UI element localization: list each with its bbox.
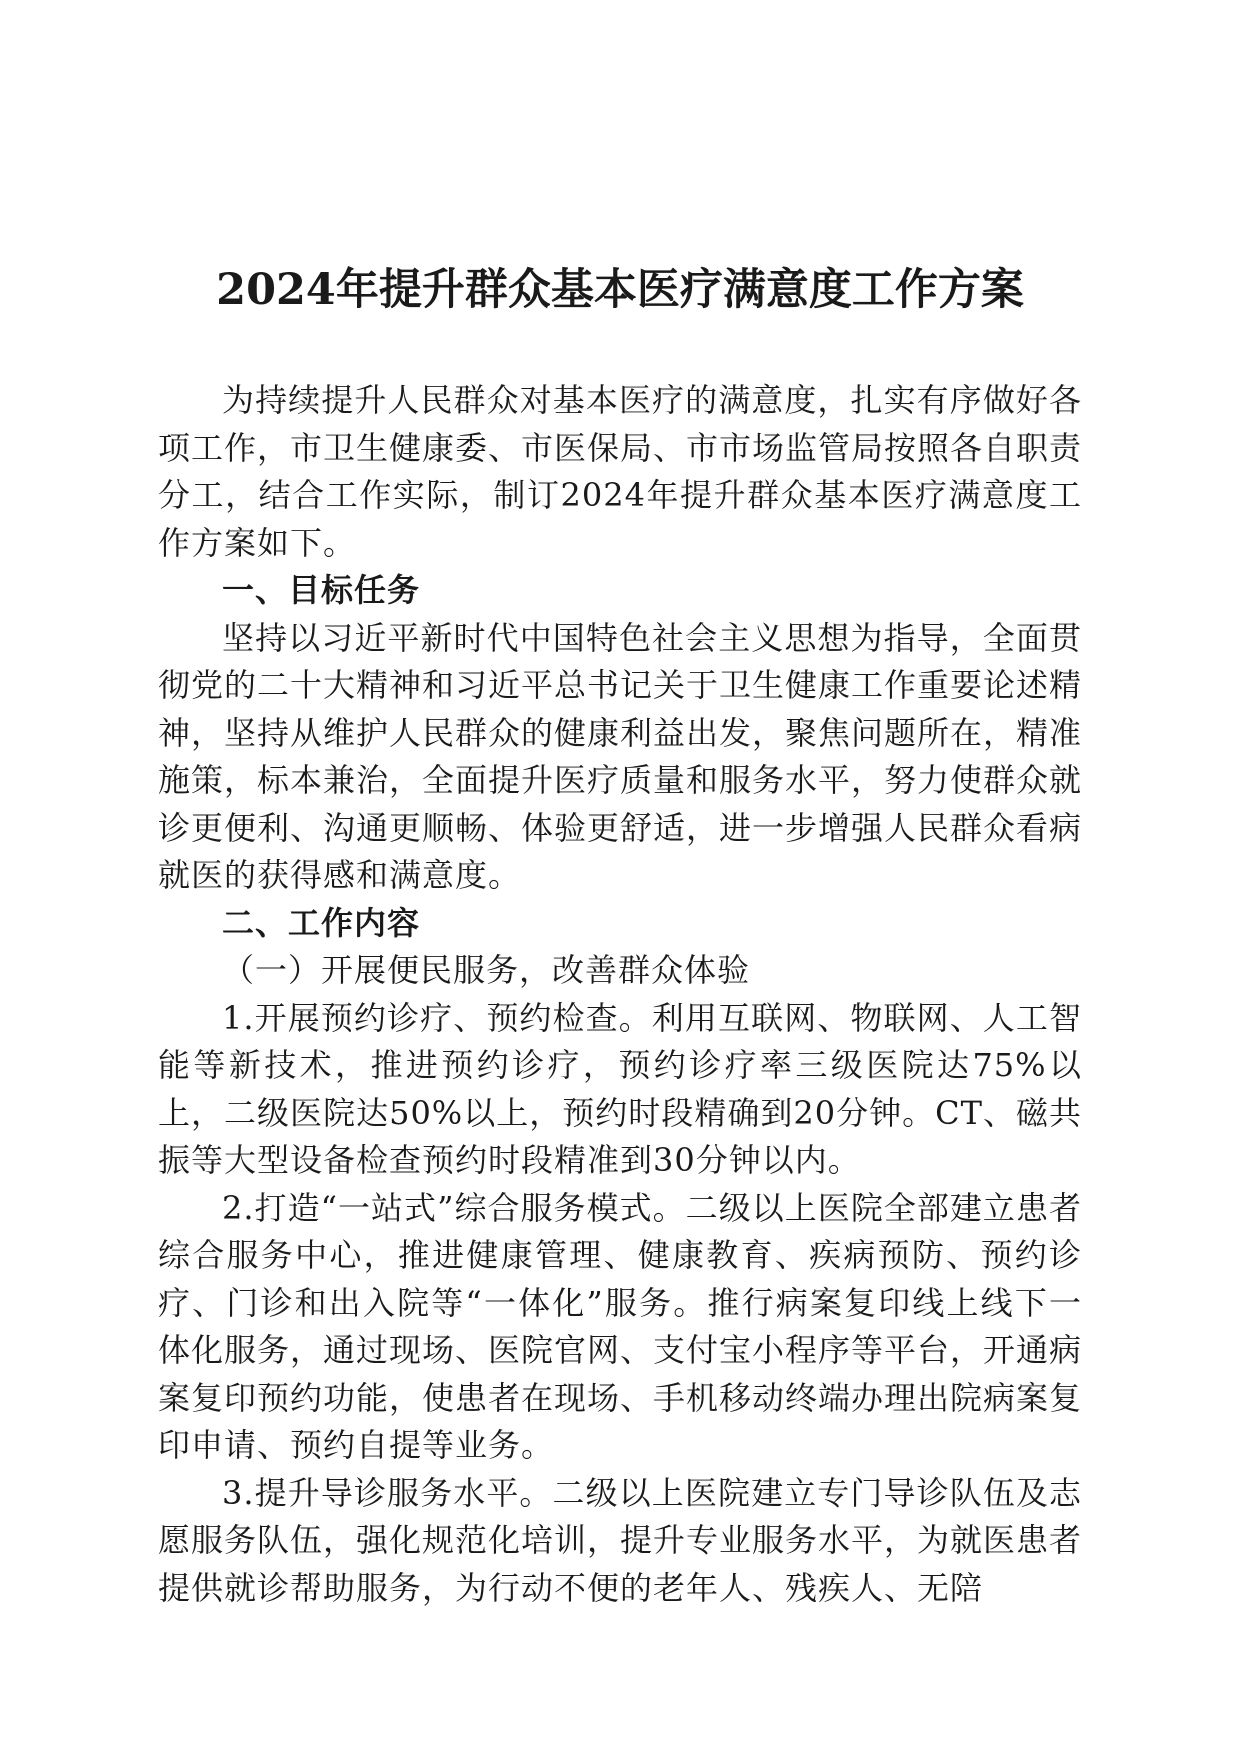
section-heading-content: 二、工作内容 (222, 903, 421, 942)
intro-paragraph: 为持续提升人民群众对基本医疗的满意度，扎实有序做好各项工作，市卫生健康委、市医保局、市市场监管局按照各自职责分工，结合工作实际，制订2024年提升群众基本医疗满意度工作方案如下。 (158, 381, 1083, 562)
document-title: 2024年提升群众基本医疗满意度工作方案 (216, 265, 1024, 315)
item-paragraph-3: 3.提升导诊服务水平。二级以上医院建立专门导诊队伍及志愿服务队伍，强化规范化培训，提升专业服务水平，为就医患者提供就诊帮助服务，为行动不便的老年人、残疾人、无陪 (158, 1473, 1083, 1607)
section-heading-goals: 一、目标任务 (222, 571, 421, 609)
goals-paragraph: 坚持以习近平新时代中国特色社会主义思想为指导，全面贯彻党的二十大精神和习近平总书记关于卫生健康工作重要论述精神，坚持从维护人民群众的健康利益出发，聚焦问题所在，精准施策，标本兼治，全面提升医疗质量和服务水平，努力使群众就诊更便利、沟通更顺畅、体验更舒适，进一步增强人民群众看病就医的获得感和满意度。 (158, 618, 1083, 894)
document-body (158, 377, 1082, 1612)
subsection-heading-services: （一）开展便民服务，改善群众体验 (222, 951, 751, 989)
item-paragraph-2: 2.打造“一站式”综合服务模式。二级以上医院全部建立患者综合服务中心，推进健康管理、健康教育、疾病预防、预约诊疗、门诊和出入院等“一体化”服务。推行病案复印线上线下一体化服务，通过现场、医院官网、支付宝小程序等平台，开通病案复印预约功能，使患者在现场、手机移动终端办理出院病案复印申请、预约自提等业务。 (158, 1188, 1083, 1464)
item-paragraph-1: 1.开展预约诊疗、预约检查。利用互联网、物联网、人工智能等新技术，推进预约诊疗，预约诊疗率三级医院达75%以上，二级医院达50%以上，预约时段精确到20分钟。CT、磁共振等大型设备检查预约时段精准到30分钟以内。 (158, 998, 1082, 1179)
